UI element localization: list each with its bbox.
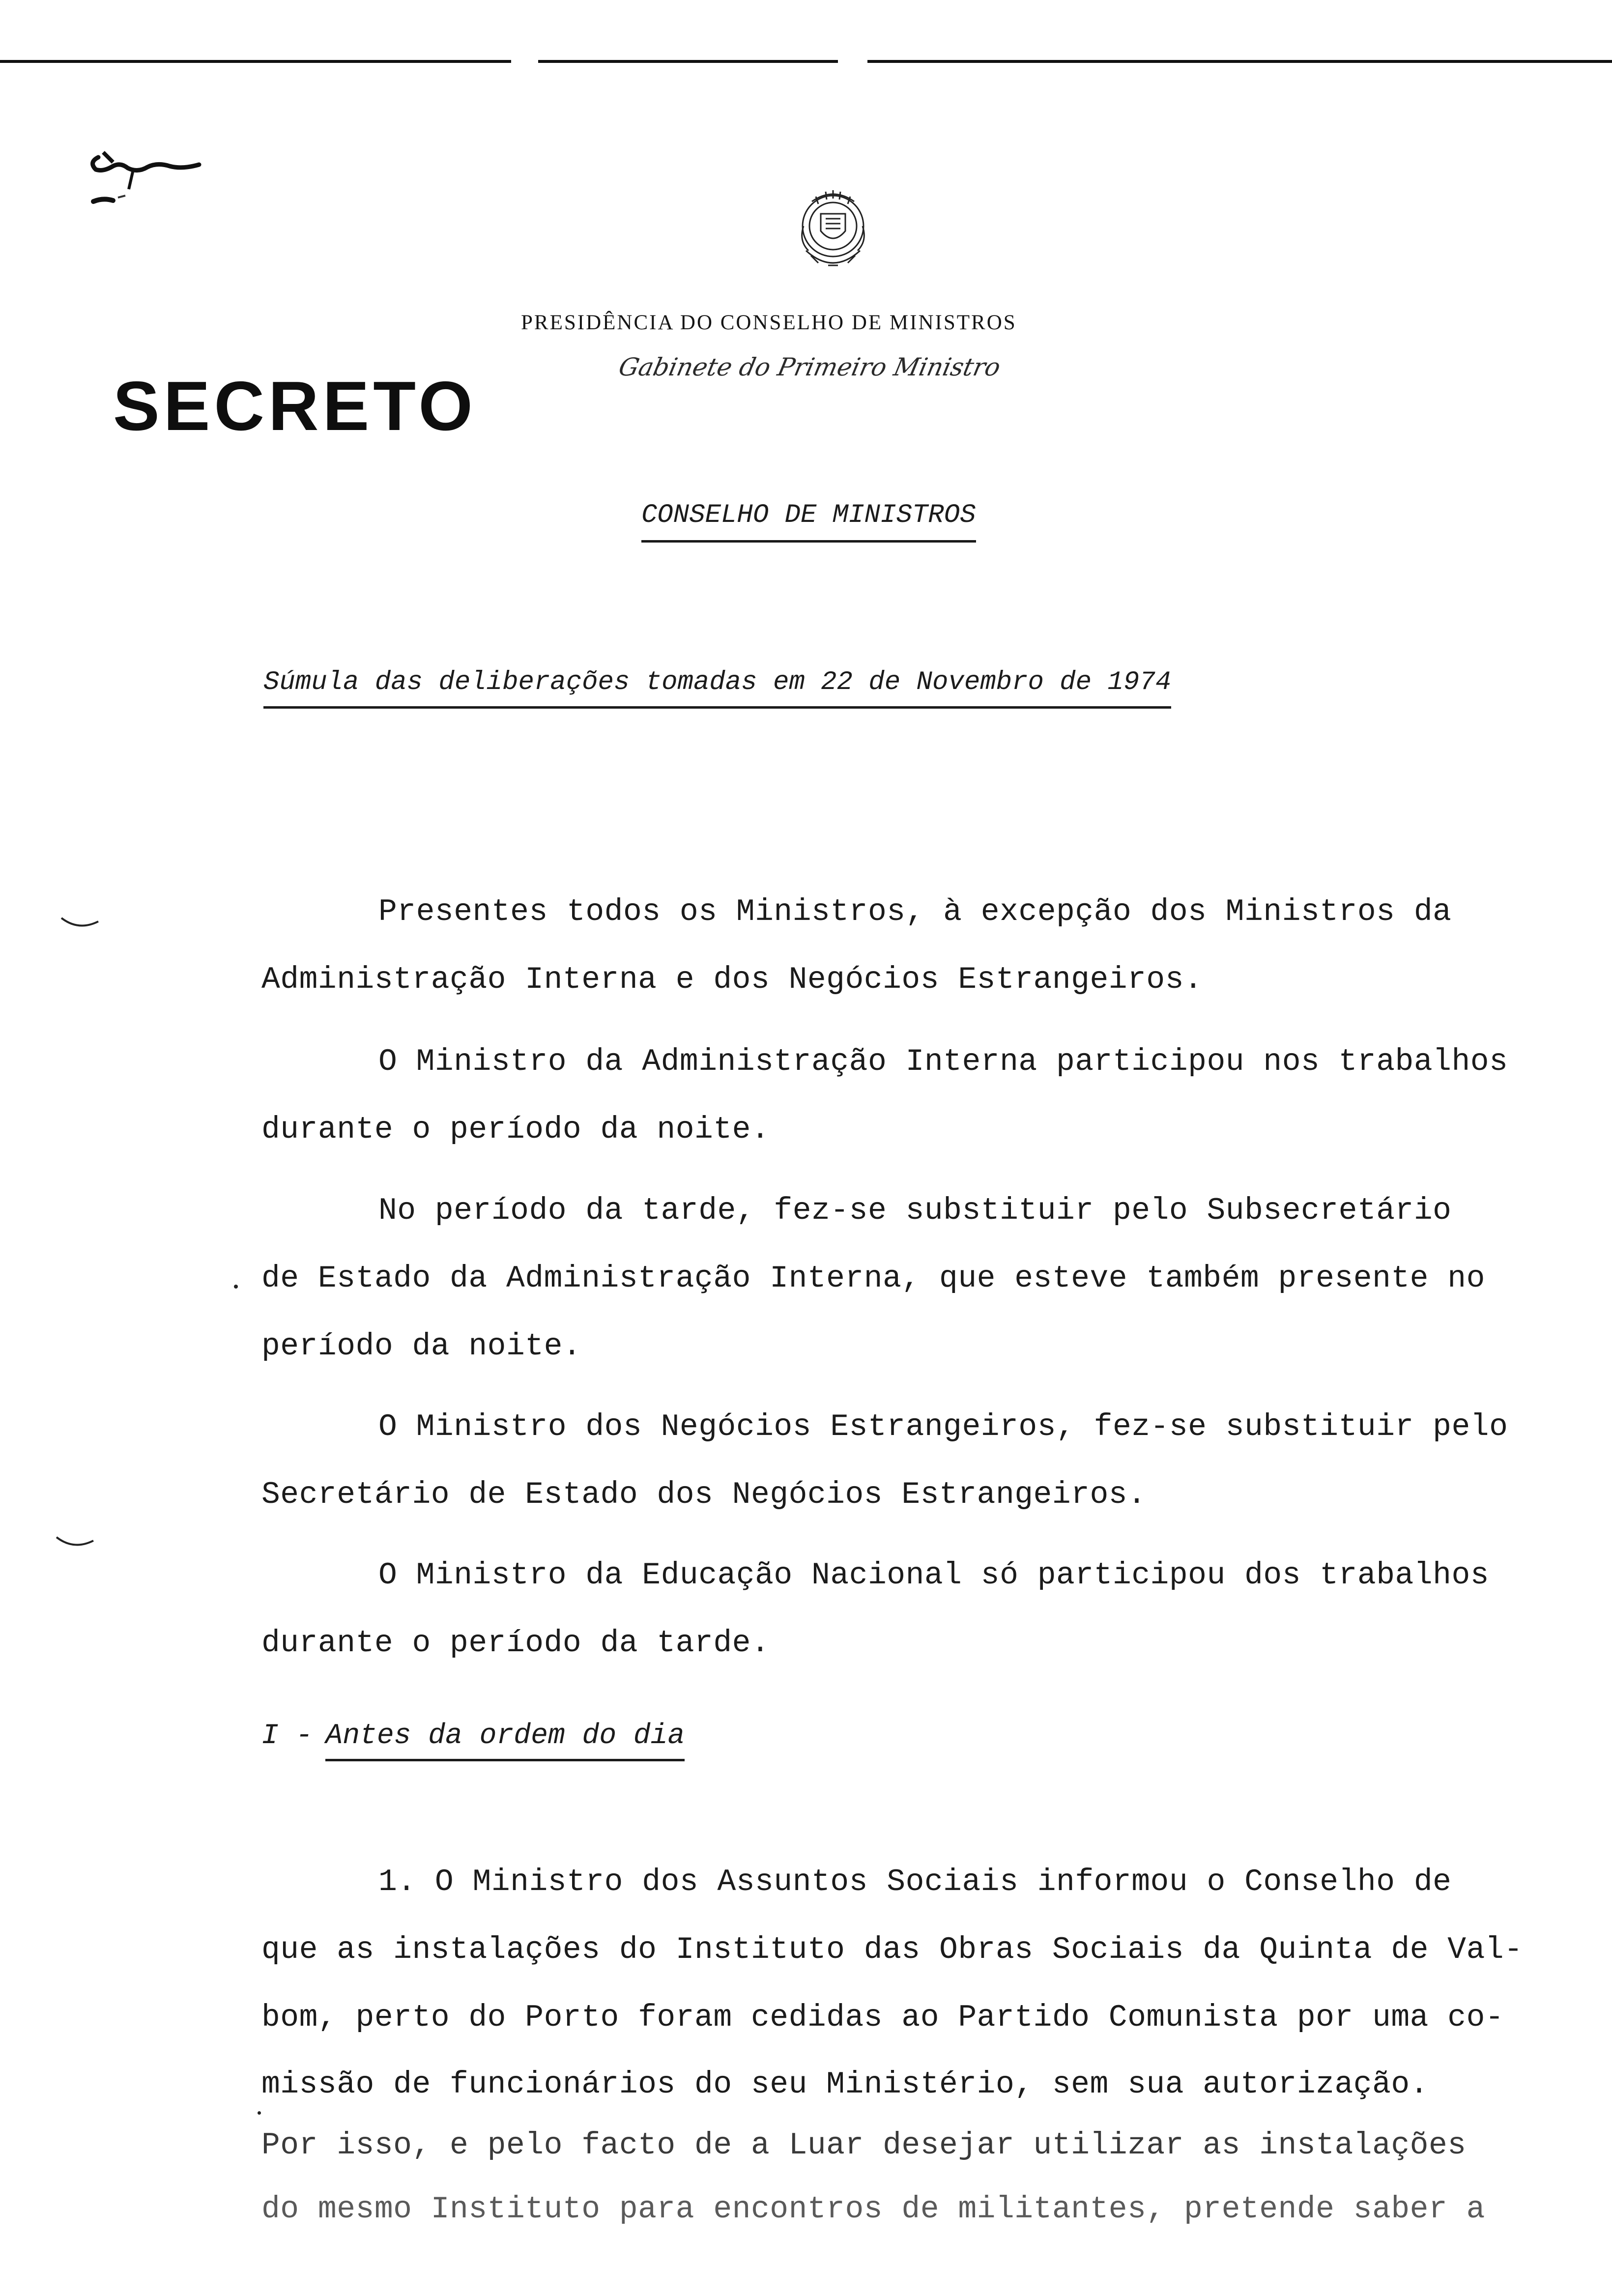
paragraph-line: Presentes todos os Ministros, à excepção dos Ministros da [378,894,1452,929]
margin-mark-icon [54,1533,98,1553]
paragraph-line: Secretário de Estado dos Negócios Estrangeiros. [261,1477,1147,1512]
margin-mark-icon [59,914,103,934]
handwritten-mark-icon [84,143,211,216]
office-handwritten-line: Gabinete do Primeiro Ministro [616,353,1003,381]
item-line: que as instalações do Instituto das Obras Sociais da Quinta de Val- [261,1932,1523,1967]
paragraph-line: período da noite. [261,1329,582,1364]
top-rule-middle [538,60,838,63]
paragraph-line: de Estado da Administração Interna, que esteve também presente no [261,1261,1485,1296]
paragraph-line: No período da tarde, fez-se substituir pelo Subsecretário [378,1193,1452,1228]
item-line: Por isso, e pelo facto de a Luar desejar utilizar as instalações [261,2128,1467,2163]
item-line: do mesmo Instituto para encontros de militantes, pretende saber a [261,2192,1485,2227]
paragraph-line: O Ministro dos Negócios Estrangeiros, fez-se substituir pelo [378,1409,1508,1444]
top-rule-right [867,60,1612,63]
section-heading [261,1720,685,1752]
margin-dot [234,1285,238,1289]
summary-title: Súmula das deliberações tomadas em 22 de Novembro de 1974 [263,667,1171,709]
item-line: bom, perto do Porto foram cedidas ao Partido Comunista por uma co- [261,2000,1504,2035]
paragraph-line: Administração Interna e dos Negócios Estrangeiros. [261,962,1203,997]
item-line: 1. O Ministro dos Assuntos Sociais informou o Conselho de [378,1865,1452,1899]
paragraph-line: O Ministro da Educação Nacional só participou dos trabalhos [378,1558,1490,1593]
margin-dot [258,2111,261,2115]
paragraph-line: durante o período da tarde. [261,1626,770,1661]
item-line: missão de funcionários do seu Ministério, sem sua autorização. [261,2067,1429,2102]
document-title: CONSELHO DE MINISTROS [641,500,976,543]
classification-stamp: SECRETO [113,367,477,445]
top-rule-left [0,60,511,63]
paragraph-line: O Ministro da Administração Interna participou nos trabalhos [378,1044,1508,1079]
paragraph-line: durante o período da noite. [261,1112,770,1147]
section-number: I - [261,1720,313,1752]
issuing-organization: PRESIDÊNCIA DO CONSELHO DE MINISTROS [521,311,1017,334]
section-title: Antes da ordem do dia [325,1720,685,1761]
coat-of-arms-seal-icon [781,177,885,280]
